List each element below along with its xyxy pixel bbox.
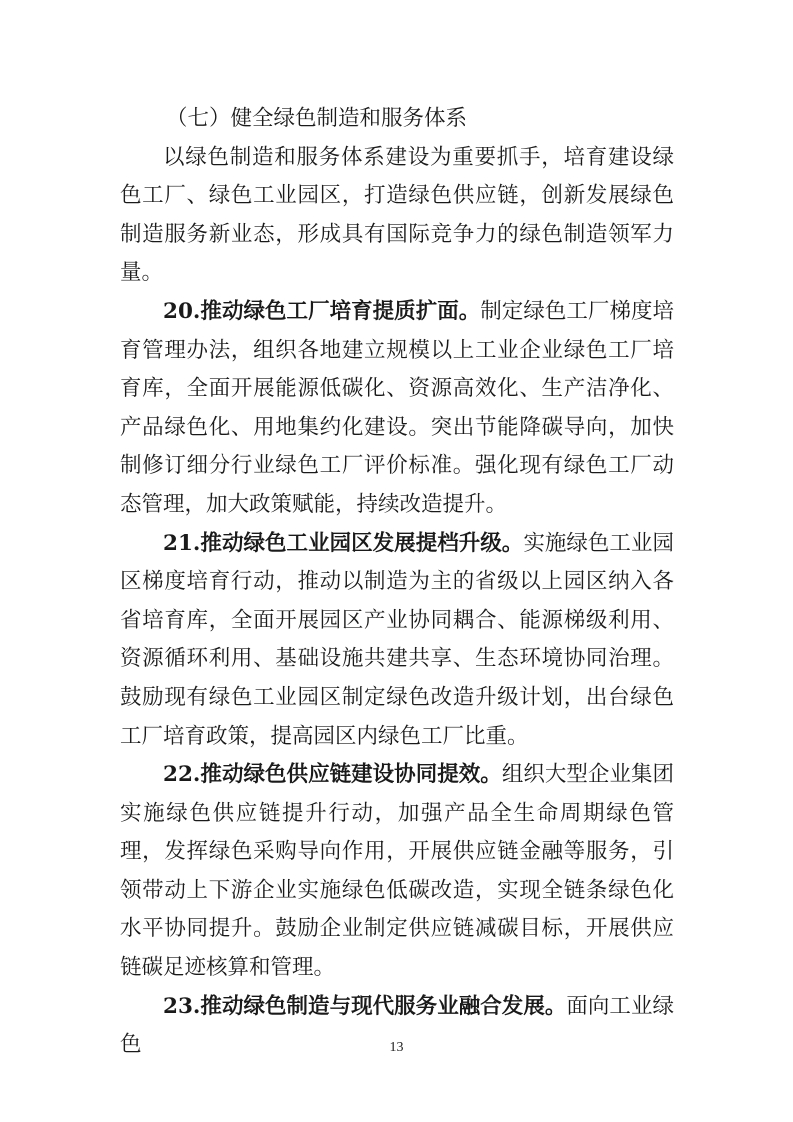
item-body: 实施绿色工业园区梯度培育行动，推动以制造为主的省级以上园区纳入各省培育库，全面开展园区产业协同耦合、能源梯级利用、资源循环利用、基础设施共建共享、生态环境协同治理。鼓励现有绿色工业园区制定绿色改造升级计划，出台绿色工厂培育政策，提高园区内绿色工厂比重。 — [120, 530, 674, 749]
item-22-paragraph — [120, 756, 674, 988]
item-title: 20.推动绿色工厂培育提质扩面。 — [163, 298, 481, 324]
item-title: 22.推动绿色供应链建设协同提效。 — [163, 762, 502, 788]
item-title: 23.推动绿色制造与现代服务业融合发展。 — [163, 993, 567, 1019]
item-body: 组织大型企业集团实施绿色供应链提升行动，加强产品全生命周期绿色管理，发挥绿色采购导向作用，开展供应链金融等服务，引领带动上下游企业实施绿色低碳改造，实现全链条绿色化水平协同提升。鼓励企业制定供应链减碳目标，开展供应链碳足迹核算和管理。 — [120, 762, 674, 981]
section-intro-paragraph: 以绿色制造和服务体系建设为重要抓手，培育建设绿色工厂、绿色工业园区，打造绿色供应链，创新发展绿色制造服务新业态，形成具有国际竞争力的绿色制造领军力量。 — [120, 144, 674, 286]
item-body: 制定绿色工厂梯度培育管理办法，组织各地建立规模以上工业企业绿色工厂培育库，全面开展能源低碳化、资源高效化、生产洁净化、产品绿色化、用地集约化建设。突出节能降碳导向，加快制修订细分行业绿色工厂评价标准。强化现有绿色工厂动态管理，加大政策赋能，持续改造提升。 — [120, 298, 674, 517]
body-text — [120, 100, 674, 1065]
item-body: 面向工业绿色 — [120, 993, 674, 1058]
item-21-paragraph — [120, 525, 674, 757]
section-heading: （七）健全绿色制造和服务体系 — [166, 106, 468, 131]
item-20-paragraph — [120, 293, 674, 525]
item-title: 21.推动绿色工业园区发展提档升级。 — [163, 530, 524, 556]
page-number: 13 — [389, 1040, 404, 1055]
